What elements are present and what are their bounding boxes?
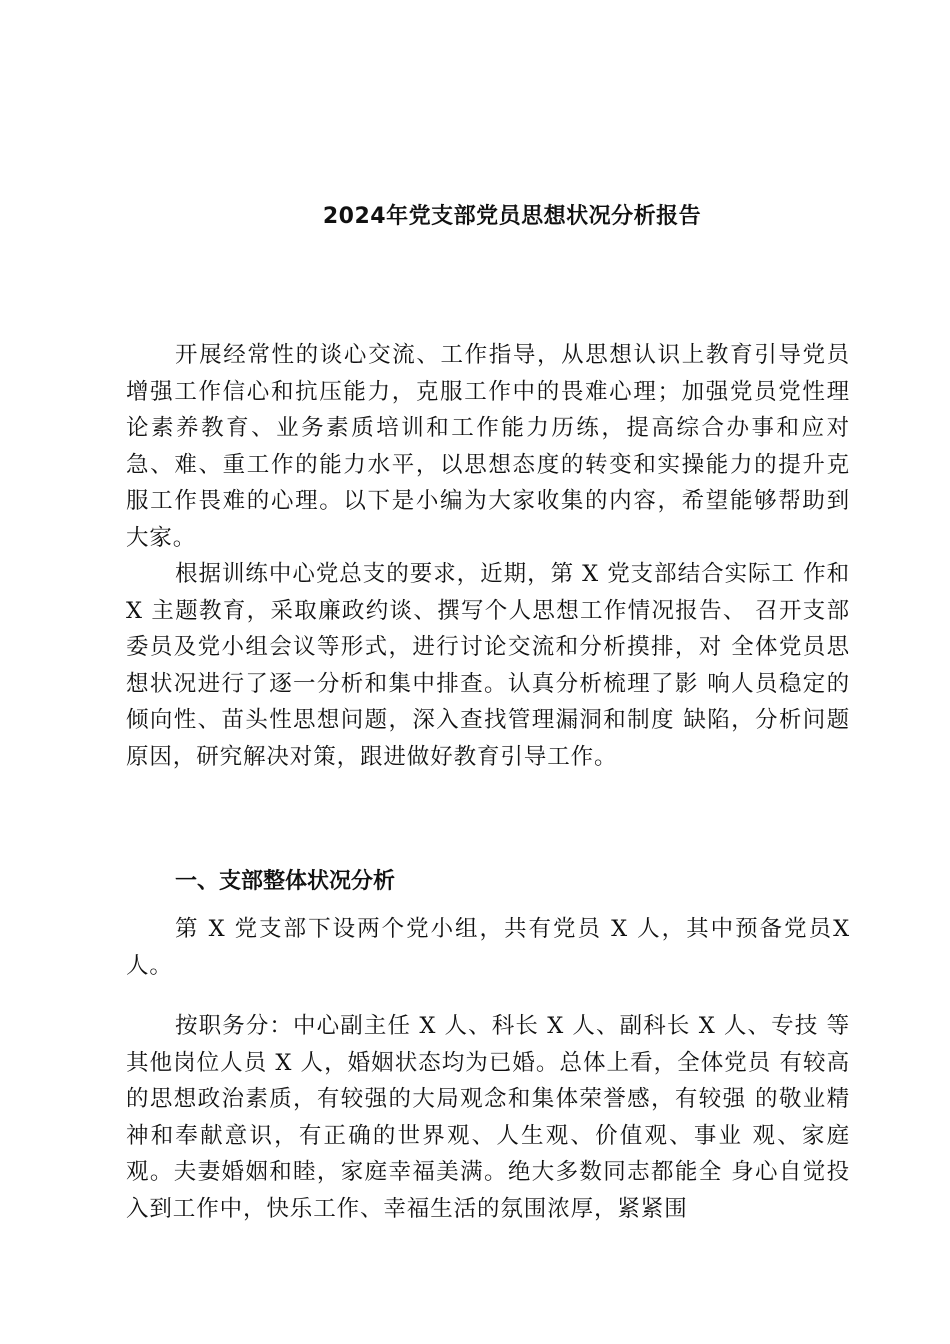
- background-paragraph: 根据训练中心党总支的要求，近期，第 X 党支部结合实际工 作和 X 主题教育，采取廉政约谈、撰写个人思想工作情况报告、 召开支部委员及党小组会议等形式，进行讨论交流和分析摸排，对 全体党员思想状况进行了逐一分析和集中排查。认真分析梳理了影 响人员稳定的倾向性、苗头性思想问题，深入查找管理漏洞和制度 缺陷，分析问题原因，研究解决对策，跟进做好教育引导工作。: [126, 561, 850, 770]
- intro-paragraph: 开展经常性的谈心交流、工作指导，从思想认识上教育引导党员增强工作信心和抗压能力，克服工作中的畏难心理；加强党员党性理论素养教育、业务素质培训和工作能力历练，提高综合办事和应对急、难、重工作的能力水平，以思想态度的转变和实操能力的提升克服工作畏难的心理。以下是小编为大家收集的内容，希望能够帮助到大家。: [126, 342, 850, 551]
- document-title: 2024年党支部党员思想状况分析报告: [322, 203, 702, 229]
- section-heading: 一、支部整体状况分析: [175, 869, 396, 894]
- branch-overview-paragraph: 第 X 党支部下设两个党小组，共有党员 X 人，其中预备党员X 人。: [126, 916, 850, 979]
- staff-composition-paragraph: 按职务分：中心副主任 X 人、科长 X 人、副科长 X 人、专技 等其他岗位人员 X 人，婚姻状态均为已婚。总体上看，全体党员 有较高的思想政治素质，有较强的大局观念和集体荣誉感，有较强 的敬业精神和奉献意识，有正确的世界观、人生观、价值观、事业 观、家庭观。夫妻婚姻和睦，家庭幸福美满。绝大多数同志都能全 身心自觉投入到工作中，快乐工作、幸福生活的氛围浓厚，紧紧围: [126, 1013, 850, 1222]
